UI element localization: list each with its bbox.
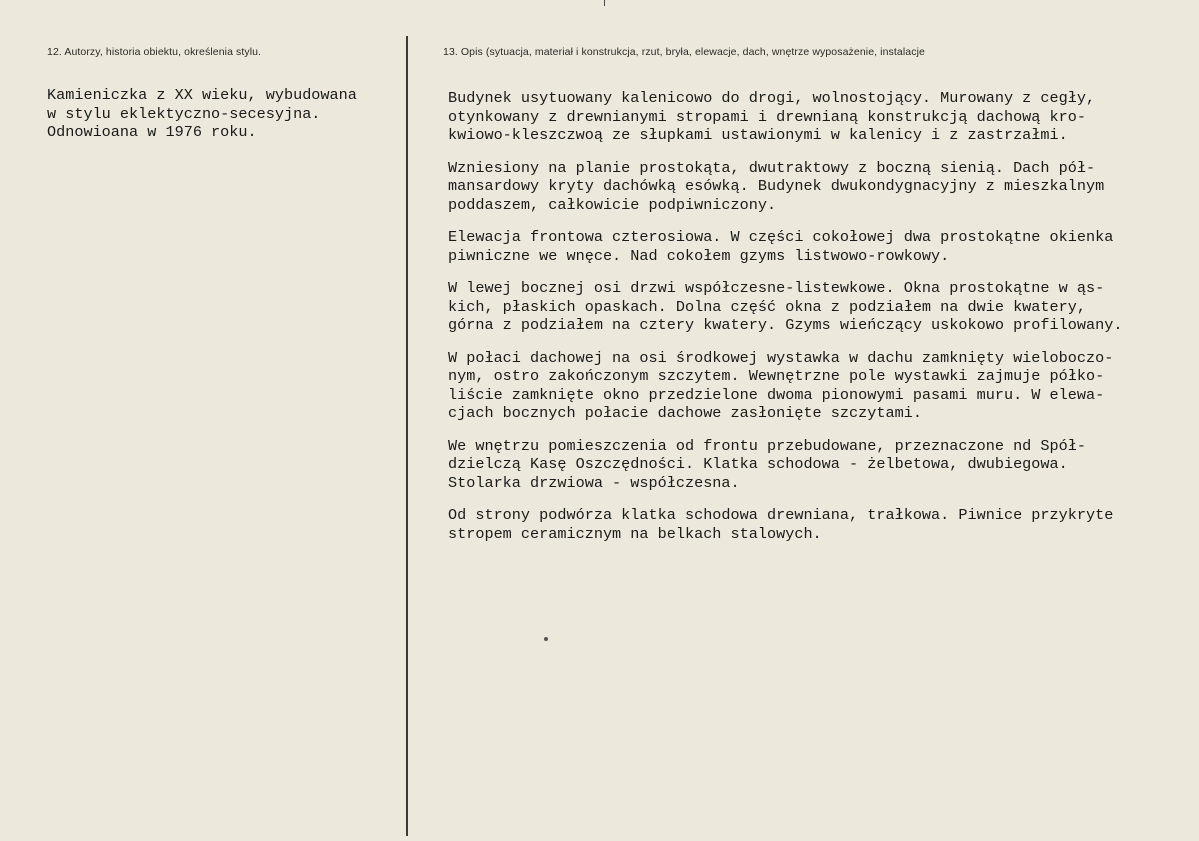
description-paragraph: [448, 159, 1122, 215]
description-paragraph: [448, 279, 1122, 335]
description-line: mansardowy kryty dachówką esówką. Budynek dwukondygnacyjny z mieszkalnym: [448, 177, 1105, 195]
description-line: kich, płaskich opaskach. Dolna część okna z podziałem na dwie kwatery,: [448, 297, 1086, 316]
history-line: Odnowioana w 1976 roku.: [47, 123, 257, 141]
description-line: We wnętrzu pomieszczenia od frontu przebudowane, przeznaczone nd Spół-: [448, 436, 1086, 455]
fold-mark: [604, 0, 605, 6]
description-paragraph: [448, 349, 1122, 423]
description-line: Od strony podwórza klatka schodowa drewniana, trałkowa. Piwnice przykryte: [448, 506, 1114, 524]
description-line: dzielczą Kasę Oszczędności. Klatka schodowa - żelbetowa, dwubiegowa.: [448, 455, 1068, 473]
description-line: Elewacja frontowa czterosiowa. W części cokołowej dwa prostokątne okienka: [448, 228, 1114, 246]
ink-speck: [544, 637, 548, 641]
history-line: w stylu eklektyczno-secesyjna.: [47, 104, 321, 123]
section-13-label: 13. Opis (sytuacja, materiał i konstrukcja, rzut, bryła, elewacje, dach, wnętrze wyposażenie, instalacje: [443, 46, 925, 58]
description-line: Stolarka drzwiowa - współczesna.: [448, 473, 740, 492]
section-12-content: [47, 86, 357, 142]
description-line: Budynek usytuowany kalenicowo do drogi, wolnostojący. Murowany z cegły,: [448, 89, 1096, 107]
description-paragraph: [448, 506, 1122, 543]
description-line: poddaszem, całkowicie podpiwniczony.: [448, 195, 777, 214]
description-line: stropem ceramicznym na belkach stalowych.: [448, 524, 822, 543]
history-line: Kamieniczka z XX wieku, wybudowana: [47, 86, 357, 104]
description-line: nym, ostro zakończonym szczytem. Wewnętrzne pole wystawki zajmuje półko-: [448, 367, 1105, 385]
description-line: piwniczne we wnęce. Nad cokołem gzyms listwowo-rowkowy.: [448, 246, 950, 265]
description-line: kwiowo-kleszczwoą ze słupkami ustawionymi w kalenicy i z zastrzałmi.: [448, 126, 1068, 144]
description-line: W lewej bocznej osi drzwi współczesne-listewkowe. Okna prostokątne w ąs-: [448, 279, 1105, 297]
description-paragraph: [448, 89, 1122, 145]
section-12-label: 12. Autorzy, historia obiektu, określenia stylu.: [47, 46, 262, 58]
description-line: cjach bocznych połacie dachowe zasłonięte szczytami.: [448, 404, 922, 422]
section-13-content: [448, 89, 1122, 557]
description-line: otynkowany z drewnianymi stropami i drewnianą konstrukcją dachową kro-: [448, 107, 1086, 126]
description-line: liście zamknięte okno przedzielone dwoma pionowymi pasami muru. W elewa-: [448, 385, 1105, 404]
description-line: W połaci dachowej na osi środkowej wystawka w dachu zamknięty wieloboczo-: [448, 348, 1114, 367]
description-paragraph: [448, 437, 1122, 493]
description-line: górna z podziałem na cztery kwatery. Gzyms wieńczący uskokowo profilowany.: [448, 316, 1123, 334]
description-line: Wzniesiony na planie prostokąta, dwutraktowy z boczną sienią. Dach pół-: [448, 158, 1096, 177]
column-divider: [406, 36, 408, 836]
description-paragraph: [448, 228, 1122, 265]
